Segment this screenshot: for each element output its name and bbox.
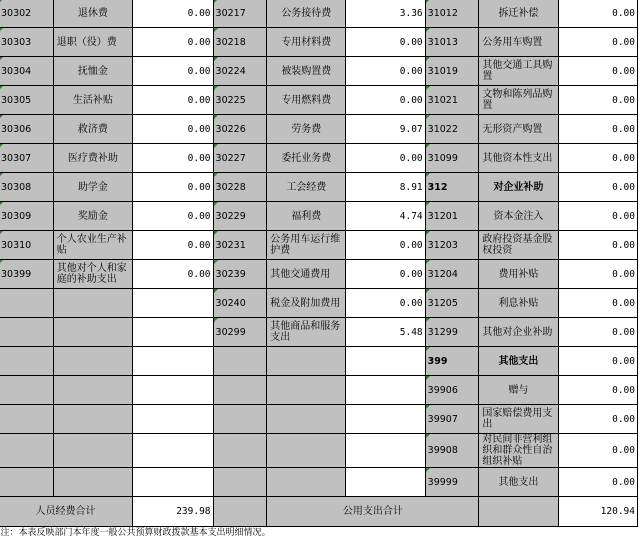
item-code — [0, 468, 53, 497]
item-amount: 0.00 — [558, 0, 638, 28]
item-name: 其他支出 — [479, 347, 558, 376]
item-name — [53, 468, 132, 497]
item-amount: 0.00 — [346, 57, 425, 86]
item-name: 专用燃料费 — [267, 86, 346, 115]
personnel-total-value: 239.98 — [133, 497, 213, 527]
item-name: 资本金注入 — [479, 202, 558, 231]
item-name: 无形资产购置 — [479, 115, 558, 144]
item-code: 31019 — [425, 57, 479, 86]
item-code: 312 — [425, 173, 479, 202]
table-row — [0, 144, 638, 173]
item-name: 拆迁补偿 — [479, 0, 558, 28]
table-row — [0, 173, 638, 202]
item-code: 30304 — [0, 57, 53, 86]
item-amount: 0.00 — [558, 347, 638, 376]
item-code: 30307 — [0, 144, 53, 173]
item-amount: 5.48 — [346, 318, 425, 347]
table-row — [0, 86, 638, 115]
item-amount — [133, 405, 213, 434]
table-row — [0, 376, 638, 405]
public-total-label: 公用支出合计 — [267, 497, 479, 527]
item-name: 公务用车购置 — [479, 28, 558, 57]
item-amount — [133, 376, 213, 405]
item-name: 文物和陈列品购置 — [479, 86, 558, 115]
item-amount — [346, 468, 425, 497]
item-amount: 0.00 — [133, 173, 213, 202]
item-name — [267, 376, 346, 405]
item-code: 30303 — [0, 28, 53, 57]
item-name: 助学金 — [53, 173, 132, 202]
item-name — [53, 376, 132, 405]
table-row — [0, 405, 638, 434]
item-name: 国家赔偿费用支出 — [479, 405, 558, 434]
item-amount: 3.36 — [346, 0, 425, 28]
item-name — [267, 347, 346, 376]
item-amount: 0.00 — [558, 260, 638, 289]
item-amount: 0.00 — [133, 0, 213, 28]
item-code — [0, 347, 53, 376]
item-name: 赠与 — [479, 376, 558, 405]
item-amount — [133, 434, 213, 468]
item-code: 31012 — [425, 0, 479, 28]
item-name: 劳务费 — [267, 115, 346, 144]
item-amount: 0.00 — [133, 144, 213, 173]
item-code — [0, 405, 53, 434]
item-name: 费用补贴 — [479, 260, 558, 289]
table-row — [0, 347, 638, 376]
item-code: 30299 — [213, 318, 267, 347]
item-name: 专用材料费 — [267, 28, 346, 57]
item-code: 30239 — [213, 260, 267, 289]
item-name: 其他支出 — [479, 468, 558, 497]
item-amount: 0.00 — [133, 231, 213, 260]
item-name: 委托业务费 — [267, 144, 346, 173]
item-code: 30305 — [0, 86, 53, 115]
item-code: 30306 — [0, 115, 53, 144]
item-name: 其他商品和服务支出 — [267, 318, 346, 347]
item-amount: 0.00 — [346, 28, 425, 57]
item-code: 30224 — [213, 57, 267, 86]
item-name: 救济费 — [53, 115, 132, 144]
item-amount — [133, 318, 213, 347]
item-amount — [133, 468, 213, 497]
item-amount: 0.00 — [133, 86, 213, 115]
table-row — [0, 0, 638, 28]
personnel-total-label: 人员经费合计 — [0, 497, 133, 527]
item-amount: 0.00 — [558, 434, 638, 468]
item-code: 30231 — [213, 231, 267, 260]
item-code: 30399 — [0, 260, 53, 289]
totals-row — [0, 497, 638, 527]
item-code: 31013 — [425, 28, 479, 57]
spacer-cell — [479, 497, 558, 527]
item-name: 利息补贴 — [479, 289, 558, 318]
item-amount: 0.00 — [558, 468, 638, 497]
item-name: 生活补贴 — [53, 86, 132, 115]
item-code: 30240 — [213, 289, 267, 318]
item-name: 福利费 — [267, 202, 346, 231]
table-row — [0, 289, 638, 318]
item-name: 其他交通工具购置 — [479, 57, 558, 86]
item-amount — [133, 289, 213, 318]
item-amount: 9.07 — [346, 115, 425, 144]
item-code — [213, 468, 267, 497]
note-row — [0, 527, 638, 541]
item-code: 31099 — [425, 144, 479, 173]
item-code: 30227 — [213, 144, 267, 173]
item-amount: 0.00 — [346, 289, 425, 318]
item-code: 39999 — [425, 468, 479, 497]
table-row — [0, 202, 638, 231]
item-amount: 0.00 — [558, 289, 638, 318]
item-amount: 0.00 — [346, 86, 425, 115]
item-name: 对民间非营利组织和群众性自治组织补贴 — [479, 434, 558, 468]
item-name — [53, 289, 132, 318]
item-amount: 0.00 — [133, 202, 213, 231]
item-name — [53, 318, 132, 347]
item-amount: 0.00 — [558, 115, 638, 144]
item-amount: 0.00 — [558, 405, 638, 434]
table-row — [0, 318, 638, 347]
item-code: 30302 — [0, 0, 53, 28]
item-code: 30218 — [213, 28, 267, 57]
item-code — [213, 434, 267, 468]
item-amount — [346, 347, 425, 376]
table-note: 注：本表反映部门本年度一般公共预算财政拨款基本支出明细情况。 — [0, 527, 638, 541]
item-name: 奖励金 — [53, 202, 132, 231]
item-code: 31201 — [425, 202, 479, 231]
item-amount — [346, 434, 425, 468]
item-name: 政府投资基金股权投资 — [479, 231, 558, 260]
item-amount: 0.00 — [558, 318, 638, 347]
table-row — [0, 231, 638, 260]
table-row — [0, 468, 638, 497]
table-row — [0, 57, 638, 86]
item-name — [53, 405, 132, 434]
item-code: 399 — [425, 347, 479, 376]
item-code: 30310 — [0, 231, 53, 260]
table-row — [0, 434, 638, 468]
item-name: 抚恤金 — [53, 57, 132, 86]
item-amount: 0.00 — [558, 28, 638, 57]
item-name — [267, 468, 346, 497]
item-name: 公务接待费 — [267, 0, 346, 28]
item-code — [0, 289, 53, 318]
item-code: 31204 — [425, 260, 479, 289]
item-code — [0, 376, 53, 405]
item-amount: 0.00 — [346, 231, 425, 260]
item-code: 31021 — [425, 86, 479, 115]
item-name: 其他交通费用 — [267, 260, 346, 289]
item-amount: 0.00 — [558, 86, 638, 115]
item-amount: 0.00 — [346, 144, 425, 173]
item-name: 个人农业生产补贴 — [53, 231, 132, 260]
item-amount: 4.74 — [346, 202, 425, 231]
item-code: 31205 — [425, 289, 479, 318]
item-name: 其他对企业补助 — [479, 318, 558, 347]
item-amount: 0.00 — [558, 231, 638, 260]
item-name — [267, 405, 346, 434]
item-code: 39907 — [425, 405, 479, 434]
item-name: 退休费 — [53, 0, 132, 28]
table-row — [0, 260, 638, 289]
item-amount: 0.00 — [558, 202, 638, 231]
item-code: 31299 — [425, 318, 479, 347]
table-row — [0, 28, 638, 57]
item-code — [213, 405, 267, 434]
public-total-value: 120.94 — [558, 497, 638, 527]
item-code: 30229 — [213, 202, 267, 231]
item-code: 30308 — [0, 173, 53, 202]
item-name: 对企业补助 — [479, 173, 558, 202]
item-code: 31022 — [425, 115, 479, 144]
item-code: 30217 — [213, 0, 267, 28]
item-code: 31203 — [425, 231, 479, 260]
item-code: 30226 — [213, 115, 267, 144]
item-amount — [346, 405, 425, 434]
item-code — [213, 376, 267, 405]
item-amount: 0.00 — [133, 28, 213, 57]
item-amount — [133, 347, 213, 376]
item-code: 39906 — [425, 376, 479, 405]
item-code: 30228 — [213, 173, 267, 202]
item-name: 退职（役）费 — [53, 28, 132, 57]
item-name: 公务用车运行维护费 — [267, 231, 346, 260]
spacer-cell — [213, 497, 267, 527]
item-amount: 0.00 — [558, 376, 638, 405]
item-code — [0, 318, 53, 347]
item-name: 税金及附加费用 — [267, 289, 346, 318]
item-name — [267, 434, 346, 468]
item-name — [53, 434, 132, 468]
item-name: 其他对个人和家庭的补助支出 — [53, 260, 132, 289]
item-name: 其他资本性支出 — [479, 144, 558, 173]
item-name: 医疗费补助 — [53, 144, 132, 173]
item-amount: 0.00 — [346, 260, 425, 289]
item-code: 30309 — [0, 202, 53, 231]
item-code: 30225 — [213, 86, 267, 115]
item-code: 39908 — [425, 434, 479, 468]
item-amount — [346, 376, 425, 405]
item-amount: 0.00 — [558, 57, 638, 86]
item-amount: 0.00 — [133, 57, 213, 86]
item-amount: 8.91 — [346, 173, 425, 202]
table-row — [0, 115, 638, 144]
item-code — [213, 347, 267, 376]
item-amount: 0.00 — [133, 260, 213, 289]
item-code — [0, 434, 53, 468]
item-name: 工会经费 — [267, 173, 346, 202]
item-amount: 0.00 — [558, 144, 638, 173]
item-name: 被装购置费 — [267, 57, 346, 86]
item-amount: 0.00 — [558, 173, 638, 202]
item-name — [53, 347, 132, 376]
item-amount: 0.00 — [133, 115, 213, 144]
